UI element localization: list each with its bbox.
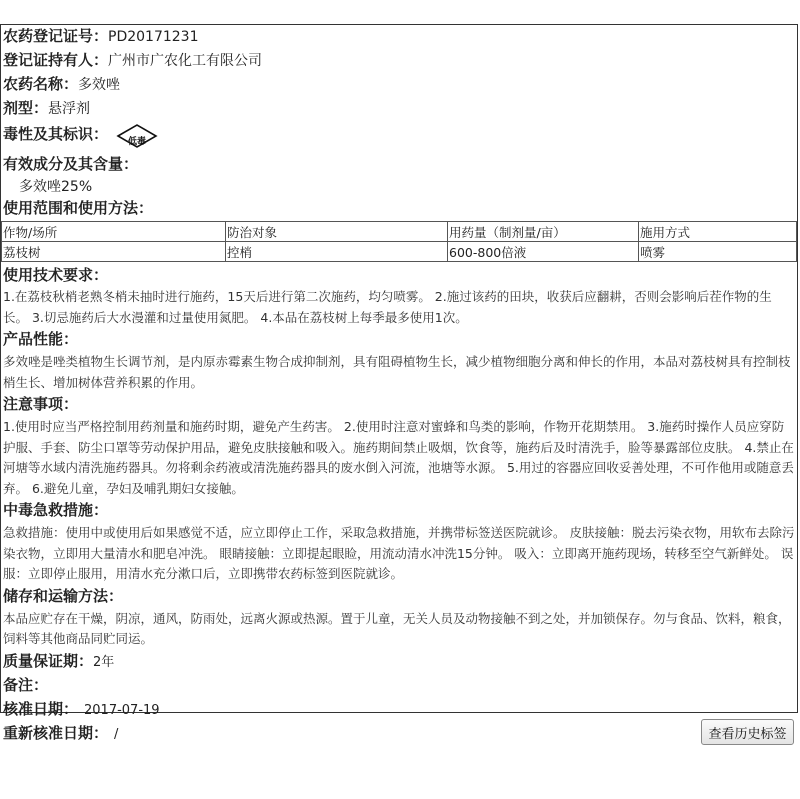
formulation-value: 悬浮剂 [48, 101, 91, 117]
precautions-heading-row [1, 393, 797, 417]
usage-cell: 荔枝树 [2, 242, 226, 262]
registration-label: 农药登记证号： [3, 27, 109, 45]
name-value: 多效唑 [78, 77, 121, 93]
ingredient-label: 有效成分及其含量： [3, 155, 139, 173]
technique-label: 使用技术要求： [3, 266, 109, 284]
approval-date-row [1, 698, 797, 722]
first-aid-text: 急救措施：使用中或使用后如果感觉不适，应立即停止工作，采取急救措施，并携带标签送医院就诊。 皮肤接触：脱去污染衣物，用软布去除污染衣物，立即用大量清水和肥皂冲洗。 眼睛接触：立即提起眼睑，用流动清水冲洗15分钟。 吸入：立即离开施药现场，转移至空气新鲜处。 误服：立即停止服用，用清水充分漱口后，立即携带农药标签到医院就诊。 [3, 525, 795, 581]
table-row [2, 242, 797, 262]
performance-text: 多效唑是唑类植物生长调节剂，是内原赤霉素生物合成抑制剂，具有阻碍植物生长，减少植物细胞分离和伸长的作用，本品对荔枝树具有控制枝梢生长、增加树体营养积累的作用。 [3, 354, 791, 390]
technique-heading-row [1, 265, 797, 287]
first-aid-heading-row [1, 499, 797, 523]
storage-text: 本品应贮存在干燥，阴凉，通风，防雨处，远离火源或热源。置于儿童，无关人员及动物接触不到之处，并加锁保存。勿与食品、饮料，粮食，饲料等其他商品同贮同运。 [3, 610, 791, 646]
performance-label: 产品性能： [3, 330, 79, 348]
reapproval-date-label: 重新核准日期： [3, 723, 109, 742]
usage-heading-row [1, 197, 797, 221]
reapproval-date-value: / [114, 726, 119, 742]
precautions-label: 注意事项： [3, 395, 79, 413]
registration-row [1, 25, 797, 49]
approval-date-label: 核准日期： [3, 699, 79, 718]
technique-text: 1.在荔枝秋梢老熟冬梢未抽时进行施药，15天后进行第二次施药，均匀喷雾。 2.施过该药的田块，收获后应翻耕，否则会影响后茬作物的生长。 3.切忌施药后大水漫灌和过量使用氮肥。 4.本品在荔枝树上每季最多使用1次。 [3, 289, 772, 325]
shelf-life-value: 2年 [93, 654, 115, 670]
view-history-labels-button[interactable]: 查看历史标签 [701, 719, 794, 745]
performance-heading-row [1, 328, 797, 352]
usage-header-cell: 作物/场所 [2, 222, 226, 242]
low-toxicity-diamond-icon [116, 123, 158, 149]
holder-row [1, 49, 797, 73]
holder-value: 广州市广农化工有限公司 [108, 53, 263, 69]
storage-heading-row [1, 585, 797, 609]
ingredient-value: 多效唑25% [19, 179, 93, 195]
name-row [1, 73, 797, 97]
registration-value: PD20171231 [108, 29, 199, 45]
usage-header-cell: 施用方式 [639, 222, 797, 242]
toxicity-row [1, 121, 797, 155]
usage-table-header [2, 222, 797, 242]
usage-cell: 喷雾 [639, 242, 797, 262]
toxicity-badge-text: 低毒 [128, 136, 147, 147]
approval-date-value: 2017-07-19 [84, 702, 160, 718]
shelf-life-label: 质量保证期： [3, 651, 94, 670]
usage-header-cell: 防治对象 [226, 222, 448, 242]
usage-cell: 600-800倍液 [448, 242, 639, 262]
remarks-label: 备注： [3, 675, 49, 694]
reapproval-date-row [1, 722, 797, 746]
usage-table [1, 221, 797, 262]
remarks-row [1, 674, 797, 698]
toxicity-label: 毒性及其标识： [3, 125, 109, 143]
usage-header-cell: 用药量（制剂量/亩） [448, 222, 639, 242]
usage-label: 使用范围和使用方法： [3, 199, 154, 217]
first-aid-label: 中毒急救措施： [3, 501, 109, 519]
name-label: 农药名称： [3, 75, 79, 93]
holder-label: 登记证持有人： [3, 51, 109, 69]
storage-label: 储存和运输方法： [3, 586, 124, 605]
ingredient-row [1, 153, 797, 177]
shelf-life-row [1, 650, 797, 674]
precautions-text: 1.使用时应当严格控制用药剂量和施药时期，避免产生药害。 2.使用时注意对蜜蜂和鸟类的影响，作物开花期禁用。 3.施药时操作人员应穿防护服、手套、防尘口罩等劳动保护用品，避免皮肤接触和吸入。施药期间禁止吸烟，饮食等，施药后及时清洗手，脸等暴露部位皮肤。 4.禁止在河塘等水域内清洗施药器具。勿将剩余药液或清洗施药器具的废水倒入河流，池塘等水源。 5.用过的容器应回收妥善处理，不可作他用或随意丢弃。 6.避免儿童，孕妇及哺乳期妇女接触。 [3, 419, 794, 496]
usage-cell: 控梢 [226, 242, 448, 262]
formulation-row [1, 97, 797, 121]
formulation-label: 剂型： [3, 99, 49, 117]
